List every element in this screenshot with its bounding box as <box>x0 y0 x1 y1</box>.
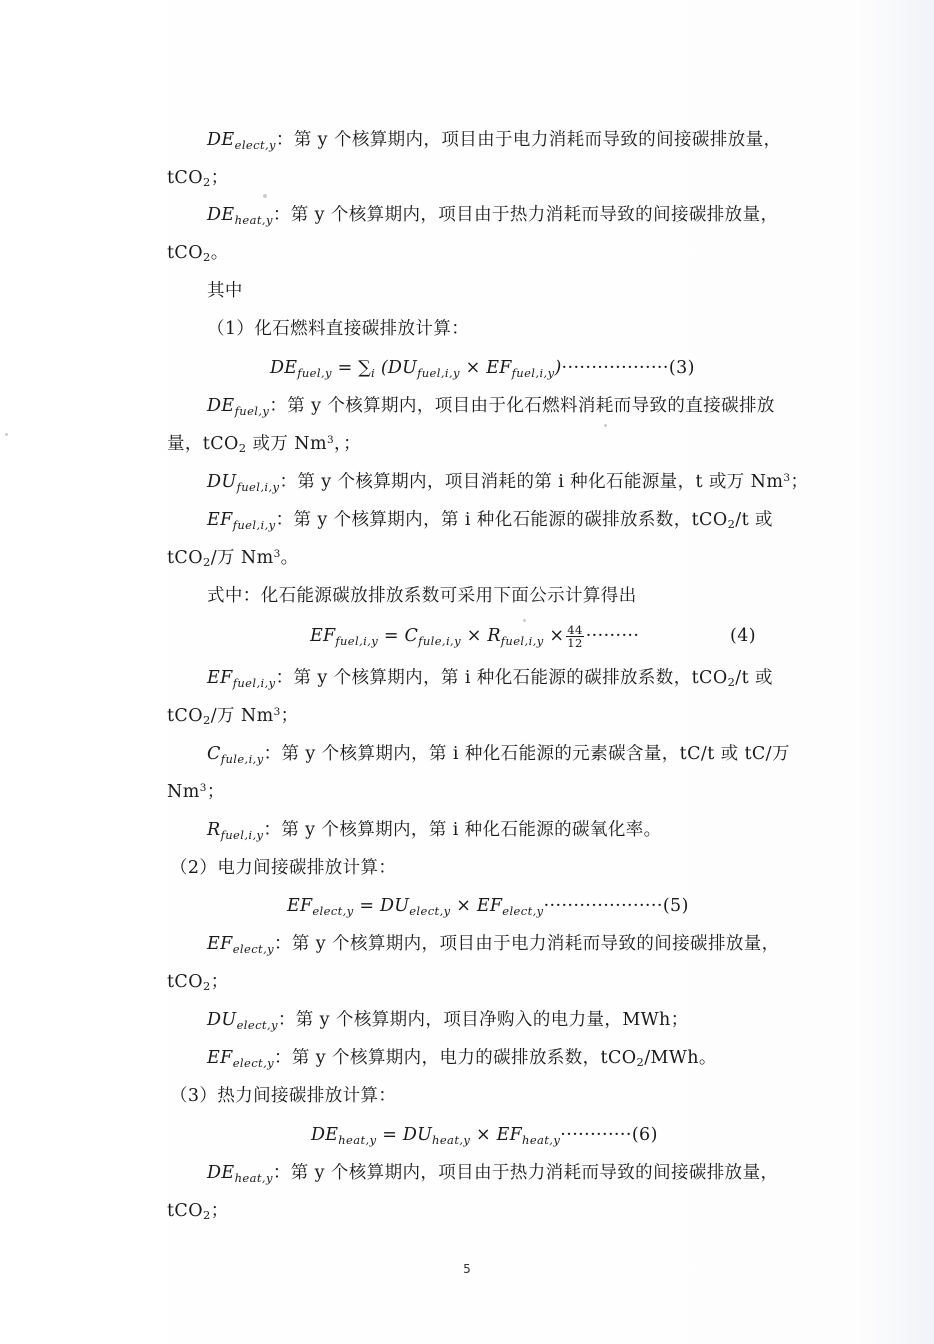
section-heading: （2）电力间接碳排放计算： <box>170 858 397 878</box>
def-du-fuel: $DU_{fuel,i,y}$：第 y 个核算期内，项目消耗的第 i 种化石能源量，t 或万 Nm$^3$； <box>207 472 809 494</box>
def-du-elect: $DU_{elect,y}$：第 y 个核算期内，项目净购入的电力量，MWh； <box>207 1010 689 1032</box>
def-ef-fuel: $EF_{fuel,i,y}$：第 y 个核算期内，第 i 种化石能源的碳排放系数，tCO2/t 或 <box>207 510 773 532</box>
unit-line: tCO2； <box>167 972 229 993</box>
unit-line: Nm$^3$； <box>167 782 225 802</box>
unit-line: tCO2/万 Nm$^3$。 <box>167 548 299 569</box>
def-de-elect: $DE_{elect,y}$：第 y 个核算期内，项目由于电力消耗而导致的间接碳排放量， <box>207 130 782 152</box>
equation-number: ····················(5) <box>543 896 689 916</box>
scan-speck <box>604 424 607 427</box>
unit-line: tCO2； <box>167 168 229 189</box>
def-de-heat: $DE_{heat,y}$：第 y 个核算期内，项目由于热力消耗而导致的间接碳排放量， <box>207 1163 779 1185</box>
equation-3: $DE_{fuel,y} = \sum_i$ $(DU_{fuel,i,y} \times EF_{fuel,i,y})\cdot\cdot\cdot\cdot\cdot\cdot\cdot\cdot\cdot\cdot\cdot\cdot\cdot\cdot\cdot\cdot\cdot\cdot(3)$ <box>270 358 695 380</box>
page-number: 5 <box>463 1262 471 1276</box>
def-r-fuel: $R_{fuel,i,y}$：第 y 个核算期内，第 i 种化石能源的碳氧化率。 <box>207 820 662 842</box>
equation-5: $EF_{elect,y} = DU_{elect,y} \times EF_{elect,y}\cdot\cdot\cdot\cdot\cdot\cdot\cdot\cdot\cdot\cdot\cdot\cdot\cdot\cdot\cdot\cdot\cdot\cdot\cdot\cdot(5)$ <box>287 896 689 918</box>
scan-speck <box>523 619 526 622</box>
unit-line: 量，tCO2 或万 Nm$^3$，； <box>167 434 362 455</box>
equation-number: ··················(3) <box>561 358 695 378</box>
section-heading: （1）化石燃料直接碳排放计算： <box>207 319 470 339</box>
section-heading: （3）热力间接碳排放计算： <box>170 1086 397 1106</box>
def-ef-fuel: $EF_{fuel,i,y}$：第 y 个核算期内，第 i 种化石能源的碳排放系数，tCO2/t 或 <box>207 668 773 690</box>
scan-speck <box>263 194 267 198</box>
unit-line: tCO2。 <box>167 243 229 264</box>
equation-6: $DE_{heat,y} = DU_{heat,y} \times EF_{heat,y}\cdot\cdot\cdot\cdot\cdot\cdot\cdot\cdot\cdot\cdot\cdot\cdot(6)$ <box>311 1125 658 1147</box>
scan-speck <box>5 433 8 436</box>
fraction: $\frac{44}{12}$ <box>567 623 583 650</box>
paragraph-text: 式中：化石能源碳放排放系数可采用下面公示计算得出 <box>207 586 637 606</box>
unit-line: tCO2/万 Nm$^3$； <box>167 706 299 727</box>
unit-line: tCO2； <box>167 1201 229 1222</box>
def-ef-elect-factor: $EF_{elect,y}$：第 y 个核算期内，电力的碳排放系数，tCO2/MWh。 <box>207 1048 717 1070</box>
equation-number: (4) <box>730 626 756 646</box>
equation-number: ············(6) <box>560 1125 658 1145</box>
def-de-heat: $DE_{heat,y}$：第 y 个核算期内，项目由于热力消耗而导致的间接碳排放量， <box>207 205 779 227</box>
def-ef-elect: $EF_{elect,y}$：第 y 个核算期内，项目由于电力消耗而导致的间接碳排放量， <box>207 934 780 956</box>
equation-4: $EF_{fuel,i,y} = C_{fule,i,y} \times R_{fuel,i,y}$ × $\frac{44}{12}$ ········· <box>310 623 640 650</box>
def-c-fule: $C_{fule,i,y}$：第 y 个核算期内，第 i 种化石能源的元素碳含量，tC/t 或 tC/万 <box>207 744 790 766</box>
def-de-fuel: $DE_{fuel,y}$：第 y 个核算期内，项目由于化石燃料消耗而导致的直接碳排放 <box>207 396 775 418</box>
paragraph-text: 其中 <box>207 281 243 301</box>
